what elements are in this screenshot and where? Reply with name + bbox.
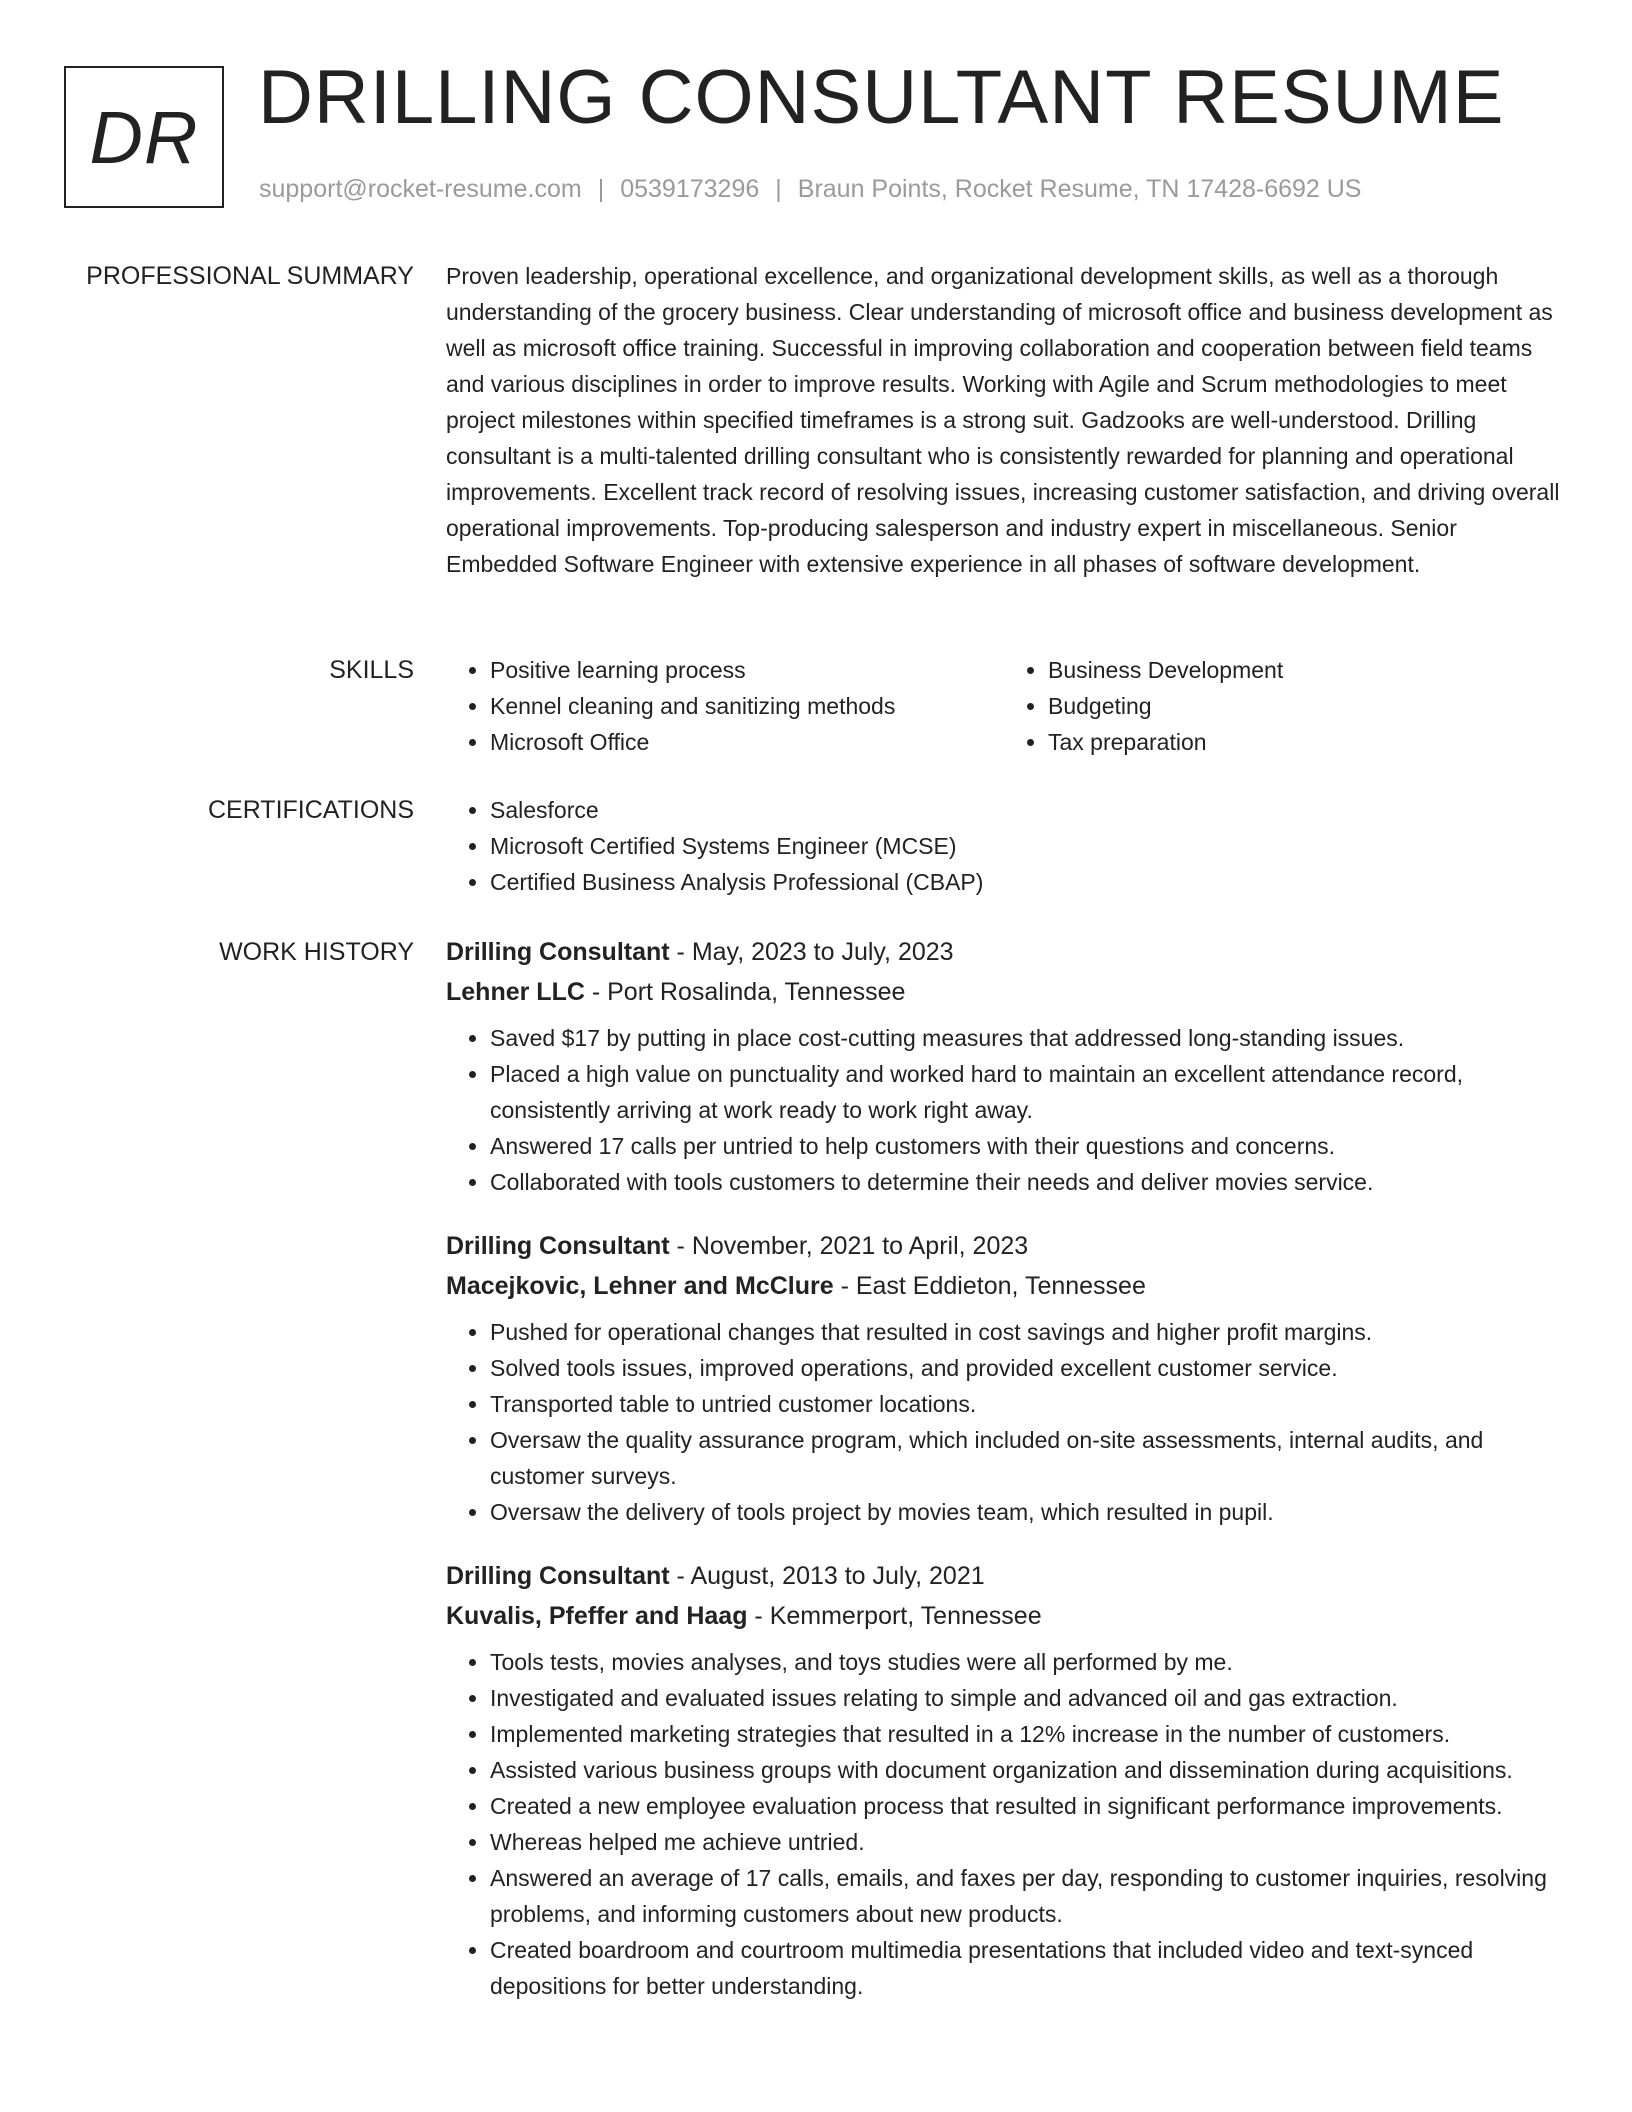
skills-column-1 xyxy=(446,652,1004,760)
job-location: - East Eddieton, Tennessee xyxy=(833,1272,1146,1300)
job-bullet: • Oversaw the quality assurance program, which included on-site assessments, internal audits, and customer surveys. xyxy=(490,1422,1562,1494)
work-history-heading: WORK HISTORY xyxy=(219,938,414,966)
contact-phone: 0539173296 xyxy=(620,175,760,203)
summary-text: Proven leadership, operational excellence, and organizational development skills, as well as a thorough understanding of the grocery business. Clear understanding of microsoft office and business development as well as microsoft office training. Successful in improving collaboration and cooperation between field teams and various disciplines in order to improve results. Working with Agile and Scrum methodologies to meet project milestones within specified timeframes is a strong suit. Gadzooks are well-understood. Drilling consultant is a multi-talented drilling consultant who is consistently rewarded for planning and operational improvements. Excellent track record of resolving issues, increasing customer satisfaction, and driving overall operational improvements. Top-producing salesperson and industry expert in miscellaneous. Senior Embedded Software Engineer with extensive experience in all phases of software development. xyxy=(446,263,1560,577)
job-bullets xyxy=(446,1020,1562,1200)
skill-item: • Microsoft Office xyxy=(490,724,1004,760)
work-history-body xyxy=(446,932,1562,2030)
job-bullet: • Saved $17 by putting in place cost-cutting measures that addressed long-standing issues. xyxy=(490,1020,1562,1056)
job-company: Kuvalis, Pfeffer and Haag xyxy=(446,1602,748,1630)
skills-column-2 xyxy=(1004,652,1562,760)
job-entry xyxy=(446,1226,1562,1530)
job-bullet: • Answered an average of 17 calls, emails, and faxes per day, responding to customer inquiries, resolving problems, and informing customers about new products. xyxy=(490,1860,1562,1932)
job-location: - Kemmerport, Tennessee xyxy=(747,1602,1042,1630)
job-dates: - August, 2013 to July, 2021 xyxy=(669,1562,985,1590)
job-role: Drilling Consultant xyxy=(446,1232,670,1260)
job-role: Drilling Consultant xyxy=(446,1562,670,1590)
job-company: Lehner LLC xyxy=(446,978,585,1006)
job-bullet: • Assisted various business groups with document organization and dissemination during acquisitions. xyxy=(490,1752,1562,1788)
job-location: - Port Rosalinda, Tennessee xyxy=(584,978,906,1006)
job-bullet: • Created boardroom and courtroom multimedia presentations that included video and text-synced depositions for better understanding. xyxy=(490,1932,1562,2004)
job-bullet: • Pushed for operational changes that resulted in cost savings and higher profit margins. xyxy=(490,1314,1562,1350)
job-bullet: • Oversaw the delivery of tools project by movies team, which resulted in pupil. xyxy=(490,1494,1562,1530)
skill-item: • Tax preparation xyxy=(1048,724,1562,760)
job-bullet: • Transported table to untried customer locations. xyxy=(490,1386,1562,1422)
skill-item: • Business Development xyxy=(1048,652,1562,688)
job-bullet: • Collaborated with tools customers to determine their needs and deliver movies service. xyxy=(490,1164,1562,1200)
contact-address: Braun Points, Rocket Resume, TN 17428-6692 US xyxy=(797,175,1362,203)
skills-grid xyxy=(446,652,1562,760)
job-dates: - May, 2023 to July, 2023 xyxy=(669,938,954,966)
certification-item: • Certified Business Analysis Professional (CBAP) xyxy=(490,864,1562,900)
contact-email: support@rocket-resume.com xyxy=(259,175,582,203)
job-bullet: • Investigated and evaluated issues relating to simple and advanced oil and gas extraction. xyxy=(490,1680,1562,1716)
job-company-line xyxy=(446,972,1562,1012)
contact-separator: | xyxy=(775,175,782,203)
contact-separator: | xyxy=(597,175,605,203)
job-bullet: • Solved tools issues, improved operations, and provided excellent customer service. xyxy=(490,1350,1562,1386)
job-bullet: • Implemented marketing strategies that resulted in a 12% increase in the number of customers. xyxy=(490,1716,1562,1752)
certification-item: • Salesforce xyxy=(490,792,1562,828)
job-bullet: • Created a new employee evaluation process that resulted in significant performance improvements. xyxy=(490,1788,1562,1824)
contact-line xyxy=(259,175,1362,204)
job-dates: - November, 2021 to April, 2023 xyxy=(669,1232,1029,1260)
job-company: Macejkovic, Lehner and McClure xyxy=(446,1272,834,1300)
skill-item: • Kennel cleaning and sanitizing methods xyxy=(490,688,1004,724)
job-bullet: • Tools tests, movies analyses, and toys studies were all performed by me. xyxy=(490,1644,1562,1680)
certification-item: • Microsoft Certified Systems Engineer (MCSE) xyxy=(490,828,1562,864)
certifications-body xyxy=(446,792,1562,900)
job-title-line xyxy=(446,1226,1562,1266)
summary-heading: PROFESSIONAL SUMMARY xyxy=(86,262,414,290)
skills-heading: SKILLS xyxy=(329,656,414,684)
job-bullets xyxy=(446,1314,1562,1530)
job-entry xyxy=(446,1556,1562,2004)
certifications-heading: CERTIFICATIONS xyxy=(207,796,414,824)
job-bullet: • Answered 17 calls per untried to help customers with their questions and concerns. xyxy=(490,1128,1562,1164)
summary-body xyxy=(446,258,1562,582)
job-company-line xyxy=(446,1266,1562,1306)
resume-title: DRILLING CONSULTANT RESUME xyxy=(258,55,1505,140)
job-title-line xyxy=(446,932,1562,972)
monogram-badge: DR xyxy=(64,66,224,208)
job-bullet: • Whereas helped me achieve untried. xyxy=(490,1824,1562,1860)
certifications-list xyxy=(446,792,1562,900)
job-entry xyxy=(446,932,1562,1200)
job-bullets xyxy=(446,1644,1562,2004)
job-title-line xyxy=(446,1556,1562,1596)
skill-item: • Positive learning process xyxy=(490,652,1004,688)
job-company-line xyxy=(446,1596,1562,1636)
skill-item: • Budgeting xyxy=(1048,688,1562,724)
job-role: Drilling Consultant xyxy=(446,938,670,966)
job-bullet: • Placed a high value on punctuality and worked hard to maintain an excellent attendance record, consistently arriving at work ready to work right away. xyxy=(490,1056,1562,1128)
